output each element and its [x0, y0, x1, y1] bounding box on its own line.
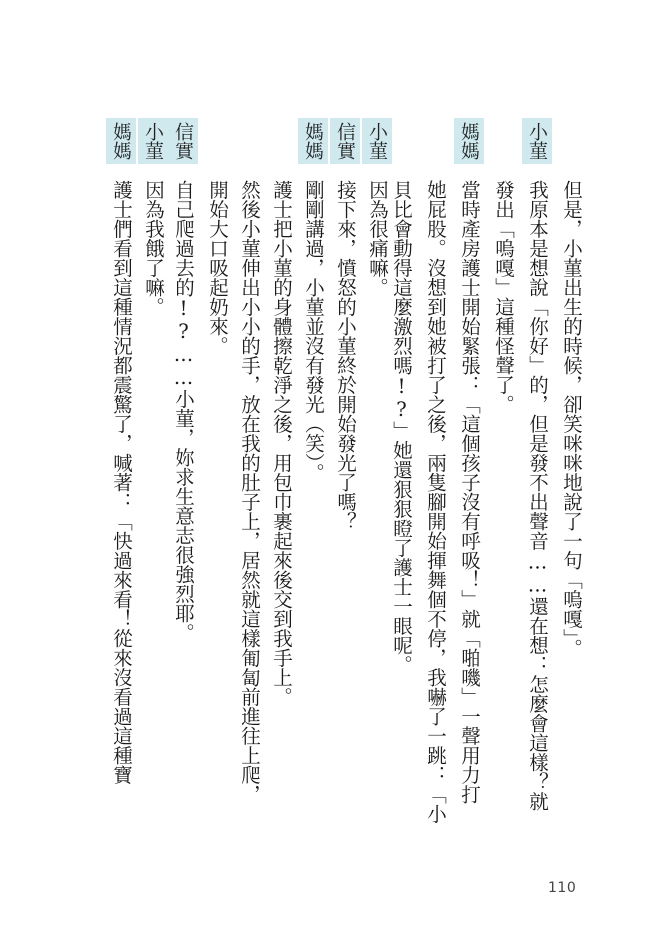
- text-column: 因為很痛嘛。: [366, 180, 389, 297]
- text-column: 她屁股。沒想到她被打了之後，兩隻腳開始揮舞個不停，我嚇了一跳：「小: [424, 180, 447, 824]
- text-column: 然後小菫伸出小小的手，放在我的肚子上，居然就這樣匍匐前進往上爬，: [238, 180, 261, 804]
- text-column: 因為我餓了嘛。: [142, 180, 165, 317]
- speaker-label: 小菫: [138, 118, 168, 164]
- text-column: 當時產房護士開始緊張：「這個孩子沒有呼吸！」就「啪嘰」一聲用力打: [458, 180, 481, 804]
- text-column: 我原本是想說「你好」的，但是發不出聲音……還在想：怎麼會這樣？就: [526, 180, 549, 811]
- speaker-label: 信實: [168, 118, 198, 164]
- text-column: 護士把小菫的身體擦乾淨之後，用包巾裹起來後交到我手上。: [270, 180, 293, 707]
- text-column: 護士們看到這種情況都震驚了，喊著：「快過來看！從來沒看過這種寶: [110, 180, 133, 785]
- speaker-label: 媽媽: [298, 118, 328, 164]
- speaker-label: 小菫: [362, 118, 392, 164]
- page-number: 110: [548, 880, 577, 896]
- text-column: 接下來，憤怒的小菫終於開始發光了嗎？: [334, 180, 357, 531]
- text-column: 開始大口吸起奶來。: [206, 180, 229, 356]
- speaker-label: 小菫: [522, 118, 552, 164]
- speaker-label: 信實: [330, 118, 360, 164]
- text-column: 貝比會動得這麼激烈嗎!?」她還狠狠瞪了護士一眼呢。: [390, 180, 413, 675]
- text-column: 剛剛講過，小菫並沒有發光（笑）。: [302, 180, 325, 483]
- text-column: 自己爬過去的!?……小菫，妳求生意志很強烈耶。: [172, 180, 195, 643]
- text-column: 發出「嗚嘎」這種怪聲了。: [492, 180, 515, 414]
- text-column: 但是，小菫出生的時候，卻笑咪咪地說了一句「嗚嘎」。: [560, 180, 583, 658]
- speaker-label: 媽媽: [106, 118, 136, 164]
- speaker-label: 媽媽: [454, 118, 484, 164]
